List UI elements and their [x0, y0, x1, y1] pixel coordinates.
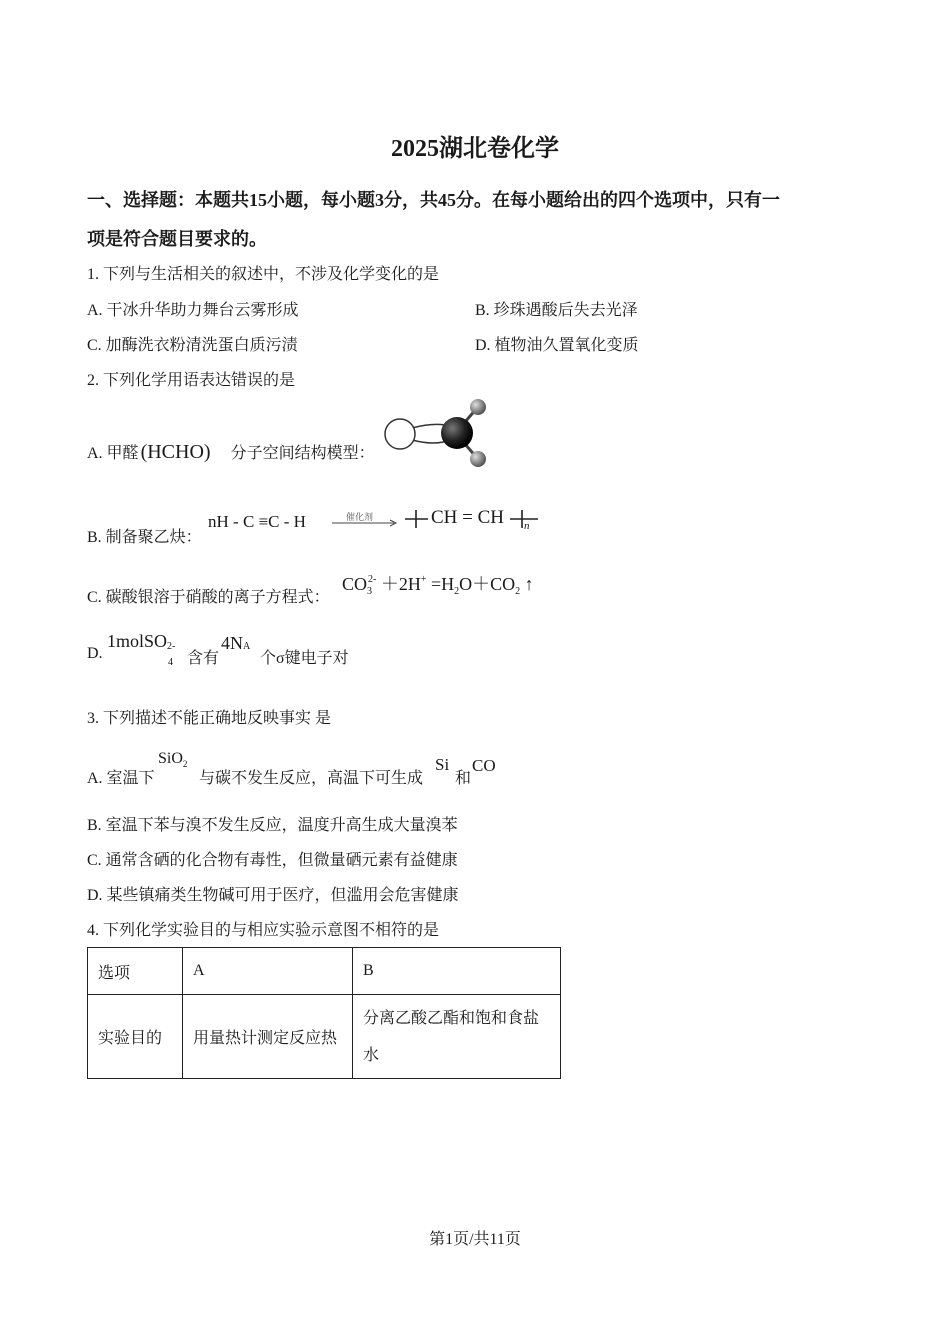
- q2-option-b: B. 制备聚乙炔：: [87, 529, 202, 546]
- q3-a-sio2-text: SiO: [158, 750, 183, 767]
- q2-d-count-sub: A: [243, 641, 251, 652]
- q3-option-d: D. 某些镇痛类生物碱可用于医疗，但滥用会危害健康: [87, 887, 459, 904]
- q2-d-mid: 含有: [187, 650, 220, 667]
- q3-option-b: B. 室温下苯与溴不发生反应，温度升高生成大量溴苯: [87, 817, 458, 834]
- q1-stem: 1. 下列与生活相关的叙述中，不涉及化学变化的是: [87, 266, 440, 283]
- q2-d-formula: [107, 631, 179, 668]
- q1-option-d: D. 植物油久置氧化变质: [475, 337, 639, 354]
- q2-stem: 2. 下列化学用语表达错误的是: [87, 372, 296, 389]
- table-header-option: 选项: [88, 948, 183, 995]
- table-row-label: 实验目的: [88, 995, 183, 1079]
- q2-a-suffix: 分子空间结构模型：: [230, 445, 375, 462]
- formaldehyde-molecule-model-image: [380, 396, 492, 470]
- q2-d-charge: 2-: [167, 641, 176, 652]
- table-header-row: [88, 948, 561, 995]
- q2-a-prefix: A. 甲醛: [87, 445, 139, 462]
- q2-b-n: n: [524, 520, 530, 532]
- q2-option-c: C. 碳酸银溶于硝酸的离子方程式：: [87, 589, 330, 606]
- q3-a-co: CO: [472, 756, 496, 775]
- q2-b-reactant: nH - C ≡C - H: [208, 512, 306, 531]
- q3-option-a-prefix: A. 室温下: [87, 770, 155, 787]
- q2-d-count: [221, 633, 250, 654]
- q3-a-mid: 与碳不发生反应，高温下可生成: [199, 770, 424, 787]
- reaction-arrow-icon: [330, 515, 400, 529]
- q3-a-si: Si: [435, 755, 450, 774]
- q2-d-sulfate: 1molSO: [107, 631, 168, 651]
- q2-d-suffix: 个σ键电子对: [260, 650, 349, 667]
- table-cell-a: 用量热计测定反应热: [183, 995, 353, 1079]
- q2-b-product: CH = CH: [431, 507, 505, 528]
- table-header-b: B: [353, 948, 561, 995]
- q2-c-equation: $CO_3^{2-} +2H^+ =H_2O+CO_2$ ↑: [342, 574, 534, 597]
- q3-a-sio2-sub: 2: [182, 759, 188, 769]
- page-title: 2025湖北卷化学: [391, 136, 559, 162]
- q3-a-and: 和: [455, 770, 472, 787]
- q3-stem: 3. 下列描述不能正确地反映事实 是: [87, 710, 332, 727]
- table-row: [88, 995, 561, 1079]
- q1-option-c: C. 加酶洗衣粉清洗蛋白质污渍: [87, 337, 298, 354]
- q2-option-d-prefix: D.: [87, 645, 103, 662]
- q1-option-a: A. 干冰升华助力舞台云雾形成: [87, 302, 299, 319]
- polymer-bracket-left-icon: [402, 508, 432, 532]
- table-cell-b: [353, 995, 561, 1079]
- q3-a-sio2: [158, 750, 187, 769]
- page-footer: 第1页/共11页: [429, 1231, 521, 1248]
- section-heading-line1: 一、选择题：本题共15小题，每小题3分，共45分。在每小题给出的四个选项中，只有一: [87, 190, 780, 210]
- q2-d-count-value: 4N: [221, 633, 243, 653]
- q2-b-catalyst: 催化剂: [346, 512, 374, 522]
- table-cell-b-line2: 水: [363, 1046, 380, 1064]
- q3-option-c: C. 通常含硒的化合物有毒性，但微量硒元素有益健康: [87, 852, 458, 869]
- q2-a-formula: (HCHO): [140, 441, 211, 463]
- table-header-a: A: [183, 948, 353, 995]
- table-cell-b-line1: 分离乙酸乙酯和饱和食盐: [363, 1009, 540, 1027]
- q2-d-sub: 4: [168, 657, 174, 668]
- q4-stem: 4. 下列化学实验目的与相应实验示意图不相符的是: [87, 922, 440, 939]
- section-heading-line2: 项是符合题目要求的。: [87, 229, 267, 249]
- q4-table: [87, 947, 561, 1079]
- q2-option-a: [87, 440, 375, 464]
- q1-option-b: B. 珍珠遇酸后失去光泽: [475, 302, 638, 319]
